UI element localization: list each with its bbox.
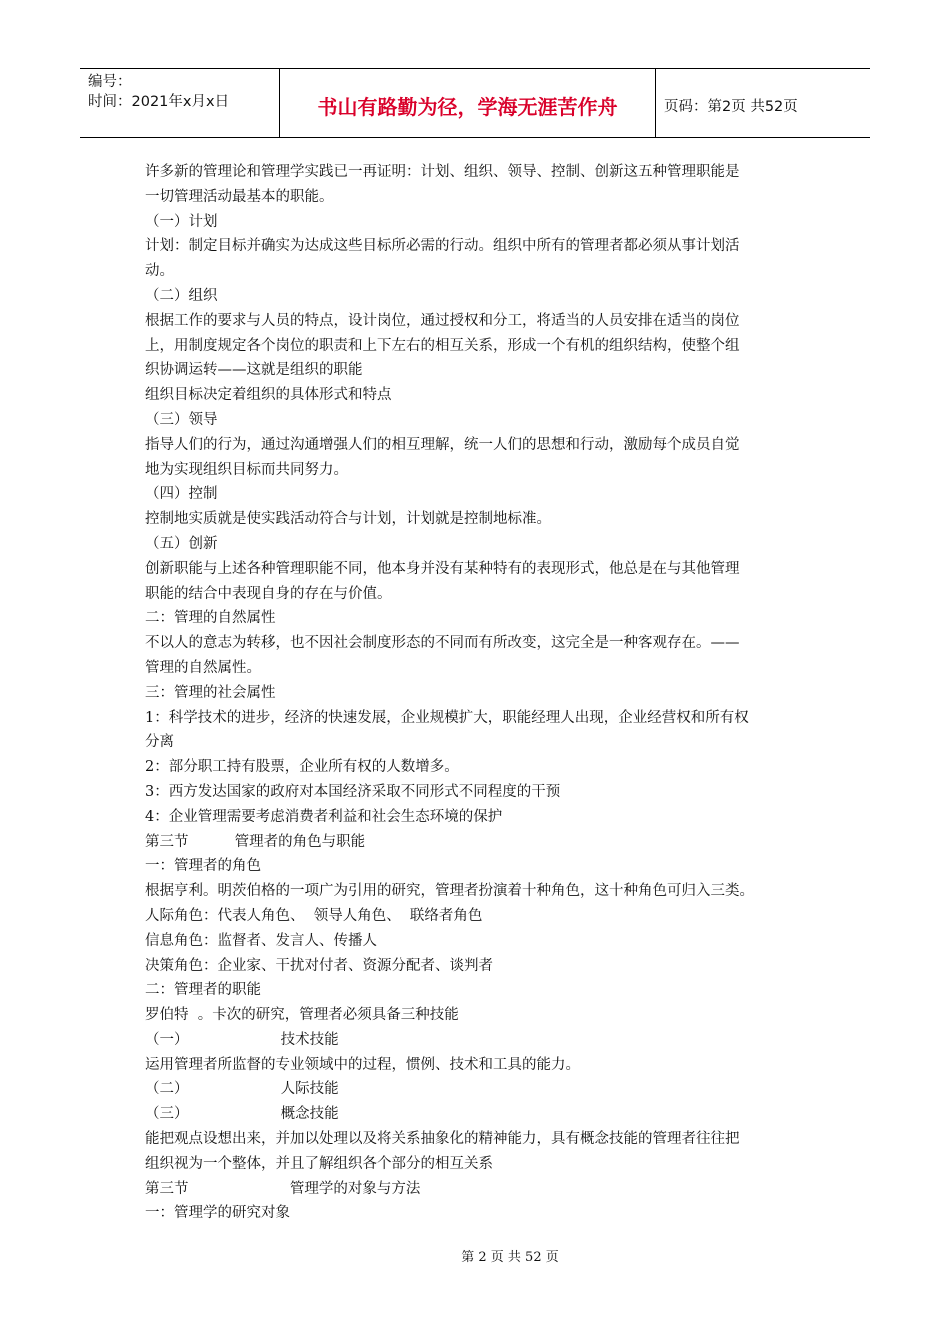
text-line: 许多新的管理论和管理学实践已一再证明：计划、组织、领导、控制、创新这五种管理职能是	[145, 164, 740, 180]
text-line: 一：管理者的角色	[145, 858, 261, 875]
header-meta	[80, 69, 280, 137]
header-page-info: 页码：第2页 共52页	[664, 98, 798, 115]
text-line: 根据亨利。明茨伯格的一项广为引用的研究，管理者扮演着十种角色，这十种角色可归入三类。	[145, 883, 754, 900]
text-line: （四）控制	[145, 486, 218, 503]
text-line: 一切管理活动最基本的职能。	[145, 188, 334, 205]
text-line: 职能的结合中表现自身的存在与价值。	[145, 585, 392, 602]
text-line: （一） 技术技能	[145, 1031, 339, 1048]
text-line: 1：科学技术的进步，经济的快速发展，企业规模扩大，职能经理人出现，企业经营权和所有权	[145, 709, 749, 726]
text-line: 能把观点设想出来，并加以处理以及将关系抽象化的精神能力，具有概念技能的管理者往往把	[145, 1131, 740, 1148]
text-line: 分离	[145, 734, 174, 751]
text-line: 一：管理学的研究对象	[145, 1205, 290, 1222]
text-line: 2：部分职工持有股票，企业所有权的人数增多。	[145, 759, 459, 776]
text-line: 计划：制定目标并确实为达成这些目标所必需的行动。组织中所有的管理者都必须从事计划活	[145, 238, 740, 255]
text-line: 根据工作的要求与人员的特点，设计岗位，通过授权和分工，将适当的人员安排在适当的岗位	[145, 312, 740, 329]
text-line: （二）组织	[145, 287, 218, 304]
text-line: 上，用制度规定各个岗位的职责和上下左右的相互关系，形成一个有机的组织结构，使整个组	[145, 337, 740, 354]
text-line: 4：企业管理需要考虑消费者利益和社会生态环境的保护	[145, 808, 503, 825]
text-line: 二：管理的自然属性	[145, 610, 276, 627]
text-line: （一）计划	[145, 213, 218, 230]
text-line: （三）领导	[145, 411, 218, 428]
text-line: 3：西方发达国家的政府对本国经济采取不同形式不同程度的干预	[145, 783, 561, 800]
text-line: 组织目标决定着组织的具体形式和特点	[145, 387, 392, 404]
text-line: （五）创新	[145, 535, 218, 552]
text-line: 动。	[145, 263, 174, 280]
text-line: 二：管理者的职能	[145, 982, 261, 999]
text-line: 人际角色：代表人角色、 领导人角色、 联络者角色	[145, 907, 483, 924]
document-body	[145, 160, 815, 1226]
text-line: 指导人们的行为，通过沟通增强人们的相互理解，统一人们的思想和行动，激励每个成员自觉	[145, 436, 740, 453]
text-line: 创新职能与上述各种管理职能不同，他本身并没有某种特有的表现形式，他总是在与其他管理	[145, 560, 740, 577]
text-line: 罗伯特 。卡次的研究，管理者必须具备三种技能	[145, 1007, 459, 1024]
text-line: 三：管理的社会属性	[145, 684, 276, 701]
text-line: 地为实现组织目标而共同努力。	[145, 461, 348, 478]
text-line: 第三节 管理者的角色与职能	[145, 833, 366, 850]
page-header	[80, 68, 870, 138]
text-line: 决策角色：企业家、干扰对付者、资源分配者、谈判者	[145, 957, 493, 974]
text-line: 信息角色：监督者、发言人、传播人	[145, 932, 377, 949]
text-line: 组织视为一个整体，并且了解组织各个部分的相互关系	[145, 1155, 493, 1172]
date-label: 时间：2021年x月x日	[88, 94, 230, 110]
text-line: 不以人的意志为转移，也不因社会制度形态的不同而有所改变，这完全是一种客观存在。——	[145, 635, 740, 652]
text-line: （三） 概念技能	[145, 1106, 339, 1123]
number-label: 编号：	[88, 74, 132, 90]
text-line: （二） 人际技能	[145, 1081, 339, 1098]
text-line: 第三节 管理学的对象与方法	[145, 1180, 421, 1197]
text-line: 管理的自然属性。	[145, 659, 261, 676]
text-line: 控制地实质就是使实践活动符合与计划，计划就是控制地标准。	[145, 511, 551, 528]
page-footer: 第 2 页 共 52 页	[461, 1250, 559, 1265]
text-line: 织协调运转——这就是组织的职能	[145, 362, 363, 379]
text-line: 运用管理者所监督的专业领域中的过程，惯例、技术和工具的能力。	[145, 1056, 580, 1073]
header-motto: 书山有路勤为径，学海无涯苦作舟	[280, 69, 656, 137]
